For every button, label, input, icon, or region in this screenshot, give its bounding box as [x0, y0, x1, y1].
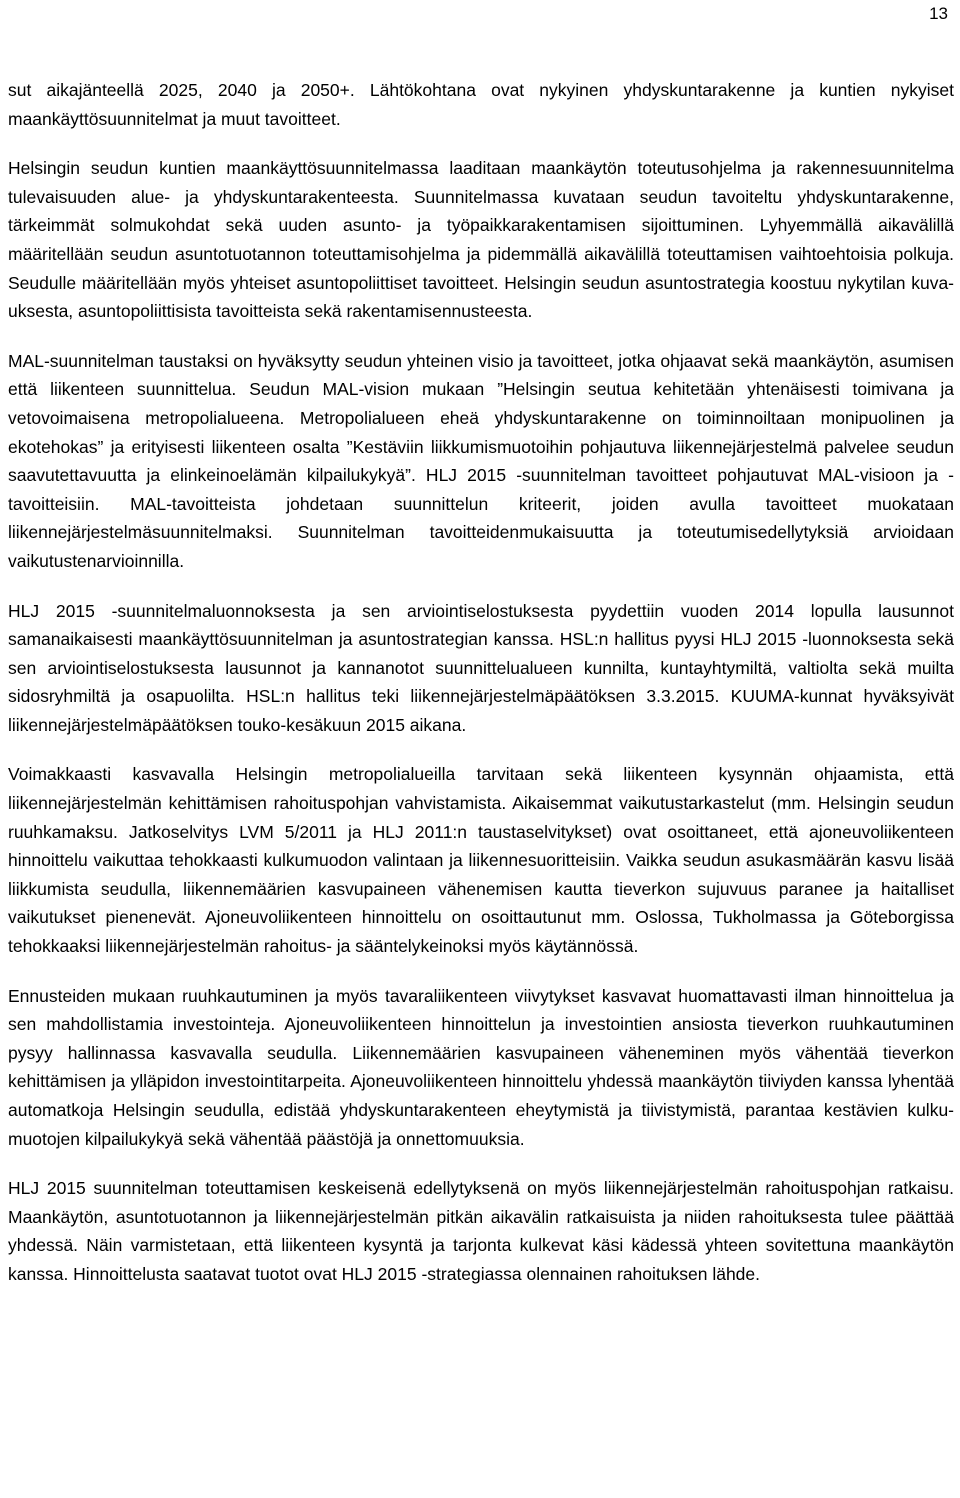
paragraph-5: Voimakkaasti kasvavalla Helsingin metropolialueilla tarvitaan sekä liikenteen kysynnän ohjaamista, että liikennejärjestelmän kehittämisen rahoituspohjan vahvistamista. Aikaisemmat vaikutustarkastelut (mm. Helsingin seudun ruuhkamaksu. Jatkoselvitys LVM 5/2011 ja HLJ 2011:n taustaselvitykset) ovat osoittaneet, että ajoneuvoliikenteen hinnoittelu vaikuttaa tehokkaasti kulkumuodon valintaan ja liikennesuoritteisiin. Vaikka seudun asukasmäärän kasvu lisää liikkumista seudulla, liikennemäärien kasvupaineen vähenemisen kautta tieverkon sujuvuus paranee ja haitalliset vaikutukset pienenevät. Ajoneuvoliikenteen hinnoittelu on osoittautunut mm. Oslossa, Tukholmassa ja Göteborgissa tehokkaaksi liikennejärjestelmän rahoitus- ja sääntelykeinoksi myös käytännössä.	[8, 764, 954, 957]
paragraph-3: MAL-suunnitelman taustaksi on hyväksytty seudun yhteinen visio ja tavoitteet, jotka ohjaavat sekä maankäytön, asumisen että liikenteen suunnittelua. Seudun MAL-vision mukaan ”Helsingin seutua kehitetään yhtenäisesti toimivana ja vetovoimaisena metropolialueena. Metropolialueen eheä yhdyskuntarakenne on toiminnoiltaan monipuolinen ja ekotehokas” ja erityisesti liikenteen osalta ”Kestäviin liikkumismuotoihin pohjautuva liikennejärjestelmä palvelee seudun saavutettavuutta ja elinkeinoelämän kilpailukykyä”. HLJ 2015 -suunnitelman tavoitteet pohjautuvat MAL-visioon ja -tavoitteisiin. MAL-tavoitteista johdetaan suunnittelun kriteerit, joiden avulla tavoitteet muokataan liikennejärjestelmäsuunnitelmaksi. Suunnitelman tavoitteidenmukaisuutta ja toteutumisedellytyksiä arvioidaan vaikutustenarvioinnilla.	[8, 350, 954, 571]
document-body	[8, 76, 954, 1310]
paragraph-1: sut aikajänteellä 2025, 2040 ja 2050+. Lähtökohtana ovat nykyinen yhdyskuntarakenne ja kuntien nykyiset maankäyttösuunnitelmat ja muut tavoitteet.	[8, 80, 954, 129]
paragraph-6: Ennusteiden mukaan ruuhkautuminen ja myös tavaraliikenteen viivytykset kasvavat huomattavasti ilman hinnoittelua ja sen mahdollistamia investointeja. Ajoneuvoliikenteen hinnoittelun ja investointien ansiosta tieverkon ruuhkautuminen pysyy hallinnassa kasvavalla seudulla. Liikennemäärien kasvupaineen väheneminen myös vähentää tieverkon kehittämisen ja ylläpidon investointitarpeita. Ajoneuvoliikenteen hinnoittelu yhdessä maankäytön tiiviyden kanssa lyhentää automatkoja Helsingin seudulla, edistää yhdyskuntarakenteen eheytymistä ja tiivistymistä, parantaa kestävien kulkumuotojen kilpailukykyä sekä vähentää päästöjä ja onnettomuuksia.	[8, 985, 954, 1149]
paragraph-7: HLJ 2015 suunnitelman toteuttamisen keskeisenä edellytyksenä on myös liikennejärjestelmän rahoituspohjan ratkaisu. Maankäytön, asuntotuotannon ja liikennejärjestelmän pitkän aikavälin ratkaisuista ja niiden rahoituksesta tulee päättää yhdessä. Näin varmistetaan, että liikenteen kysyntä ja tarjonta kulkevat käsi kädessä yhteen sovitettuna maankäytön kanssa. Hinnoittelusta saatavat tuotot ovat HLJ 2015 -strategiassa olennainen rahoituksen lähde.	[8, 1178, 954, 1284]
page-number: 13	[929, 4, 948, 23]
paragraph-2: Helsingin seudun kuntien maankäyttösuunnitelmassa laaditaan maankäytön toteutusohjelma ja rakennesuunnitelma tulevaisuuden alue- ja yhdyskuntarakenteesta. Suunnitelmassa kuvataan seudun tavoiteltu yhdyskuntarakenne, tärkeimmät solmukohdat sekä uuden asunto- ja työpaikkarakentamisen sijoittuminen. Lyhyemmällä aikavälillä määritellään seudun asuntotuotannon toteuttamisohjelma ja pidemmällä aikavälillä toteuttamisen vaihtoehtoisia polkuja. Seudulle määritellään myös yhteiset asuntopoliittiset tavoitteet. Helsingin seudun asuntostrategia koostuu nykytilan kuvauksesta, asuntopoliittisista tavoitteista sekä rakentamisennusteesta.	[8, 158, 954, 322]
paragraph-4: HLJ 2015 -suunnitelmaluonnoksesta ja sen arviointiselostuksesta pyydettiin vuoden 2014 lopulla lausunnot samanaikaisesti maankäyttösuunnitelman ja asuntostrategian kanssa. HSL:n hallitus pyysi HLJ 2015 -luonnoksesta sekä sen arviointiselostuksesta lausunnot ja kannanotot suunnittelualueen kunnilta, kuntayhtymiltä, valtiolta sekä muilta sidosryhmiltä ja osapuolilta. HSL:n hallitus teki liikennejärjestelmäpäätöksen 3.3.2015. KUUMA-kunnat hyväksyivät liikennejärjestelmäpäätöksen touko-kesäkuun 2015 aikana.	[8, 600, 954, 735]
